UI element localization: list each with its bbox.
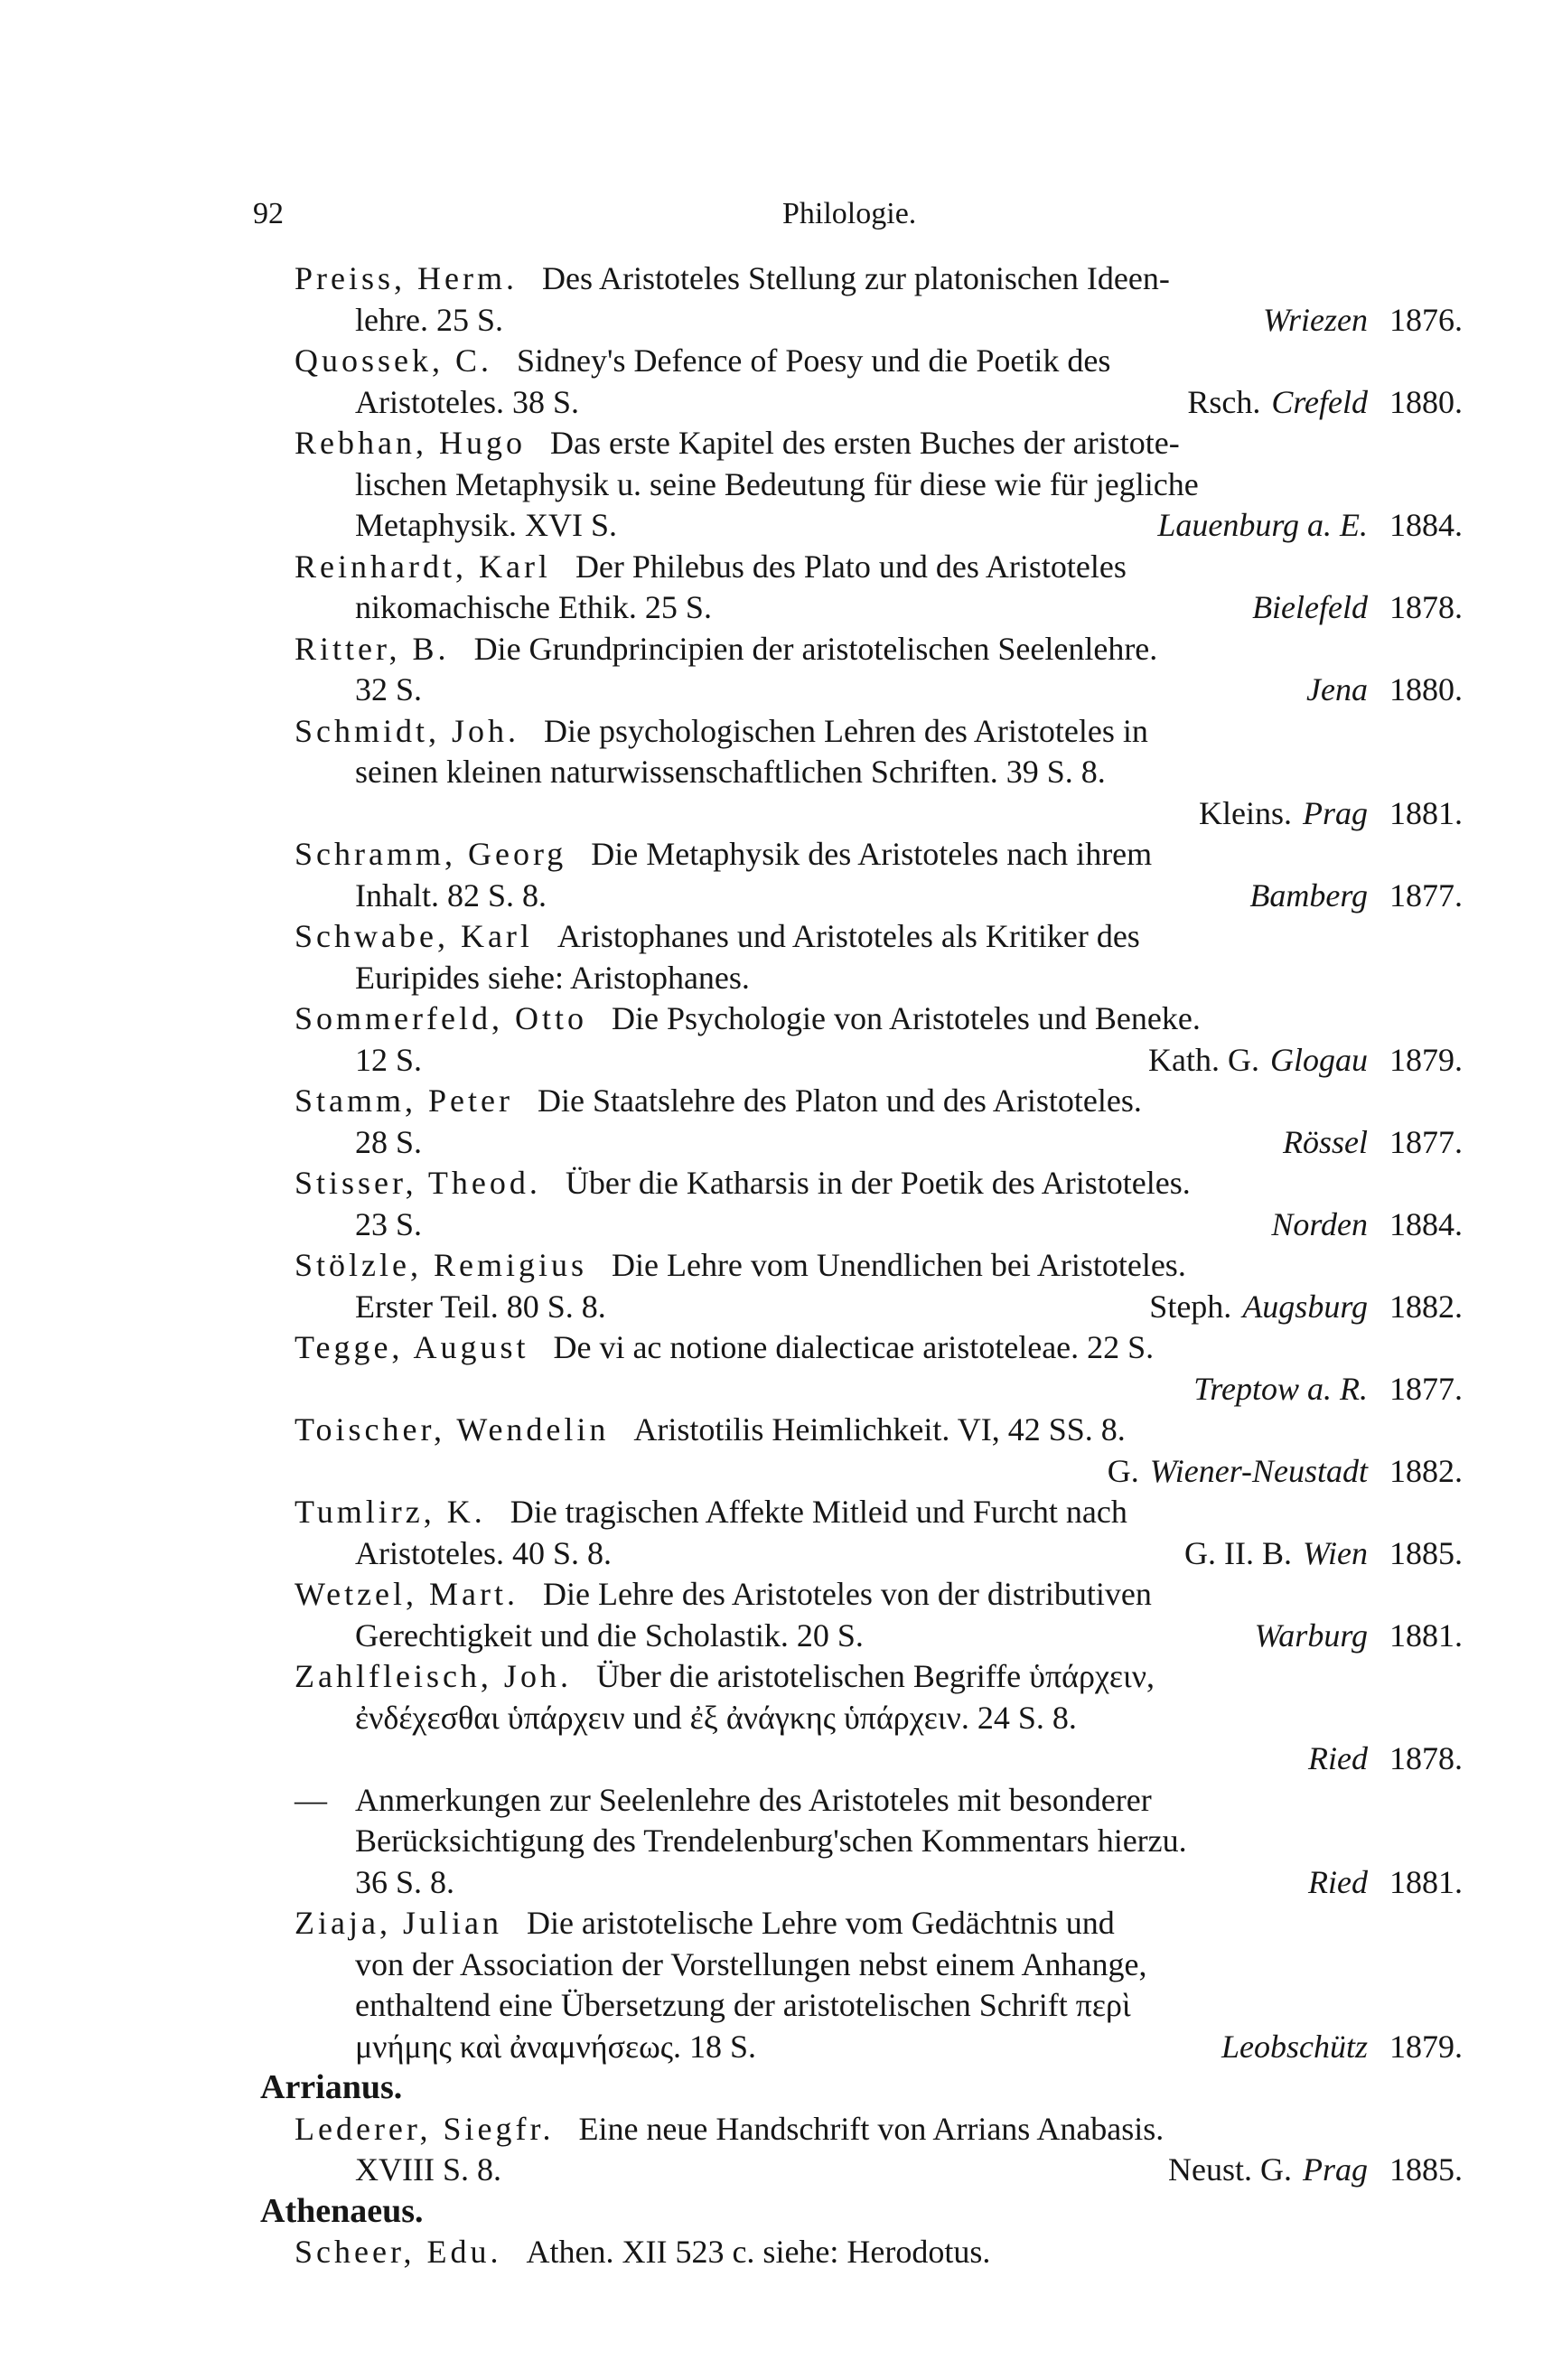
entry-year: 1884. — [1389, 1205, 1463, 1242]
entry-title: Euripides siehe: Aristophanes. — [355, 959, 750, 996]
entry-continuation-line — [355, 1820, 1187, 1861]
entry-place: Wien — [1303, 1534, 1368, 1571]
entry-continuation-line — [355, 1532, 612, 1574]
entry-first-line — [295, 340, 1110, 381]
entry-publisher: Kath. G. — [1148, 1041, 1259, 1078]
entry-place: Wiener-Neustadt — [1149, 1452, 1368, 1489]
entry-place: Bamberg — [1249, 876, 1368, 914]
entry-title: Das erste Kapitel des ersten Buches der aristote- — [549, 425, 1180, 461]
entry-author: — — [295, 1781, 331, 1818]
entry-title: De vi ac notione dialecticae aristoteleae. 22 S. — [553, 1329, 1155, 1365]
entry-year: 1876. — [1389, 301, 1463, 338]
entry-place: Prag — [1303, 794, 1368, 831]
entry-author: Ziaja, Julian — [295, 1905, 502, 1941]
entry-author: Lederer, Siegfr. — [295, 2110, 555, 2147]
entry-title: Über die Katharsis in der Poetik des Aristoteles. — [565, 1165, 1191, 1201]
entry-title: Aristotilis Heimlichkeit. VI, 42 SS. 8. — [633, 1411, 1126, 1448]
entry-title: Aristoteles. 40 S. 8. — [355, 1534, 612, 1571]
entry-first-line — [295, 2108, 1164, 2150]
entry-imprint — [1308, 1861, 1463, 1903]
entry-first-line — [295, 710, 1148, 752]
entry-title: Die aristotelische Lehre vom Gedächtnis und — [526, 1905, 1115, 1941]
entry-year: 1877. — [1389, 1123, 1463, 1160]
entry-title: Die Psychologie von Aristoteles und Beneke. — [611, 1000, 1201, 1036]
entry-place: Augsburg — [1242, 1288, 1368, 1325]
entry-imprint — [1252, 586, 1463, 628]
entry-continuation-line — [355, 1204, 422, 1245]
entry-author: Ritter, B. — [295, 630, 450, 667]
entry-author: Schmidt, Joh. — [295, 712, 520, 749]
entry-place: Warburg — [1254, 1616, 1368, 1654]
entry-year: 1878. — [1389, 1740, 1463, 1776]
entry-title: 12 S. — [355, 1041, 423, 1078]
entry-imprint — [1221, 2026, 1463, 2067]
entry-continuation-line — [355, 1861, 454, 1903]
entry-title: Die psychologischen Lehren des Aristoteles in — [544, 712, 1148, 749]
entry-imprint — [1148, 1039, 1463, 1081]
entry-year: 1880. — [1389, 383, 1463, 420]
entry-author: Stisser, Theod. — [295, 1165, 541, 1201]
entry-place: Crefeld — [1271, 383, 1368, 420]
entry-title: Berücksichtigung des Trendelenburg'schen Kommentars hierzu. — [355, 1822, 1187, 1859]
entry-continuation-line — [355, 751, 1106, 792]
entry-place: Jena — [1306, 671, 1368, 707]
entry-title: von der Association der Vorstellungen nebst einem Anhange, — [355, 1945, 1147, 1982]
entry-author: Schramm, Georg — [295, 836, 567, 872]
entry-publisher: Rsch. — [1187, 383, 1261, 420]
entry-year: 1879. — [1389, 2028, 1463, 2065]
entry-continuation-line — [355, 1286, 606, 1327]
entry-first-line — [295, 1326, 1154, 1368]
entry-author: Preiss, Herm. — [295, 260, 518, 296]
entry-year: 1881. — [1389, 1863, 1463, 1900]
entry-publisher: Steph. — [1149, 1288, 1232, 1325]
entry-continuation-line — [355, 2149, 501, 2190]
entry-place: Rössel — [1283, 1123, 1368, 1160]
entry-author: Quossek, C. — [295, 342, 493, 379]
entry-year: 1881. — [1389, 1616, 1463, 1654]
entry-title: 36 S. 8. — [355, 1863, 455, 1900]
entry-title: 28 S. — [355, 1123, 423, 1160]
entry-continuation-line — [355, 504, 617, 546]
entry-first-line — [295, 1162, 1191, 1204]
entry-place: Treptow a. R. — [1193, 1370, 1368, 1407]
entry-title: Über die aristotelischen Begriffe ὑπάρχειν, — [595, 1658, 1155, 1694]
entry-first-line — [295, 915, 1140, 957]
entry-title: 23 S. — [355, 1205, 423, 1242]
entry-place: Lauenburg a. E. — [1157, 507, 1368, 543]
entry-title: enthaltend eine Übersetzung der aristotelischen Schrift περὶ — [355, 1987, 1131, 2023]
entry-title: XVIII S. 8. — [355, 2151, 501, 2188]
entry-author: Toischer, Wendelin — [295, 1411, 610, 1448]
entry-author: Sommerfeld, Otto — [295, 1000, 587, 1036]
entry-first-line — [295, 998, 1201, 1039]
running-title: Philologie. — [782, 197, 917, 230]
entry-title: Des Aristoteles Stellung zur platonischen Ideen- — [541, 260, 1170, 296]
entry-imprint — [1271, 1204, 1463, 1245]
entry-title: lehre. 25 S. — [355, 301, 503, 338]
entry-title: 32 S. — [355, 671, 423, 707]
entry-year: 1877. — [1389, 1370, 1463, 1407]
entry-continuation-line — [355, 381, 579, 423]
page-number: 92 — [253, 197, 284, 230]
entry-imprint — [1199, 792, 1463, 834]
entry-imprint — [1283, 1121, 1463, 1163]
entry-continuation-line — [355, 1615, 864, 1656]
entry-publisher: G. — [1107, 1452, 1139, 1489]
entry-imprint — [1149, 1286, 1463, 1327]
entry-first-line — [295, 258, 1170, 299]
entry-publisher: G. II. B. — [1184, 1534, 1293, 1571]
entry-year: 1879. — [1389, 1041, 1463, 1078]
entry-title: nikomachische Ethik. 25 S. — [355, 589, 712, 625]
entry-author: Wetzel, Mart. — [295, 1576, 519, 1612]
entry-title: Gerechtigkeit und die Scholastik. 20 S. — [355, 1616, 864, 1654]
entry-place: Glogau — [1270, 1041, 1368, 1078]
entry-continuation-line — [355, 875, 547, 916]
entry-year: 1878. — [1389, 589, 1463, 625]
entry-first-line — [295, 1409, 1126, 1450]
entry-title: lischen Metaphysik u. seine Bedeutung für diese wie für jegliche — [355, 465, 1199, 502]
entry-title: Der Philebus des Plato und des Aristoteles — [575, 548, 1127, 585]
entry-year: 1882. — [1389, 1288, 1463, 1325]
entry-imprint — [1187, 381, 1463, 423]
entry-title: Anmerkungen zur Seelenlehre des Aristoteles mit besonderer — [355, 1781, 1152, 1818]
entry-title: Athen. XII 523 c. siehe: Herodotus. — [526, 2234, 991, 2270]
entry-first-line — [295, 1491, 1127, 1532]
entry-title: Aristoteles. 38 S. — [355, 383, 579, 420]
entry-first-line — [295, 833, 1152, 875]
entry-place: Prag — [1303, 2151, 1368, 2188]
entry-continuation-line — [355, 669, 422, 710]
entry-continuation-line — [355, 299, 503, 341]
entry-title: ἐνδέχεσθαι ὑπάρχειν und ἐξ ἀνάγκης ὑπάρχειν. 24 S. 8. — [355, 1699, 1077, 1736]
entry-author: Zahlfleisch, Joh. — [295, 1658, 572, 1694]
entry-continuation-line — [355, 957, 750, 998]
entry-imprint — [1193, 1368, 1463, 1410]
entry-title: Die Metaphysik des Aristoteles nach ihrem — [591, 836, 1153, 872]
entry-author: Schwabe, Karl — [295, 918, 533, 954]
entry-author: Tumlirz, K. — [295, 1494, 486, 1530]
entry-first-line — [295, 1902, 1115, 1944]
entry-continuation-line — [355, 586, 712, 628]
entry-author: Rebhan, Hugo — [295, 425, 526, 461]
entry-place: Ried — [1308, 1740, 1368, 1776]
entry-title: Die Grundprincipien der aristotelischen Seelenlehre. — [473, 630, 1158, 667]
entry-imprint — [1306, 669, 1463, 710]
entry-first-line — [295, 1080, 1142, 1121]
entry-imprint — [1308, 1738, 1463, 1779]
entry-year: 1885. — [1389, 1534, 1463, 1571]
entry-imprint — [1263, 299, 1463, 341]
entry-first-line — [295, 2231, 990, 2272]
entry-continuation-line — [355, 2026, 756, 2067]
entry-year: 1880. — [1389, 671, 1463, 707]
entry-title: μνήμης καὶ ἀναμνήσεως. 18 S. — [355, 2028, 757, 2065]
entry-title: Aristophanes und Aristoteles als Kritiker des — [557, 918, 1140, 954]
entry-imprint — [1168, 2149, 1463, 2190]
entry-imprint — [1108, 1450, 1463, 1492]
entry-publisher: Neust. G. — [1168, 2151, 1292, 2188]
entry-title: Die Staatslehre des Platon und des Aristoteles. — [537, 1082, 1142, 1119]
entry-place: Leobschütz — [1221, 2028, 1368, 2065]
entry-place: Ried — [1308, 1863, 1368, 1900]
entry-place: Norden — [1271, 1205, 1368, 1242]
entry-title: Sidney's Defence of Poesy und die Poetik des — [517, 342, 1111, 379]
entry-first-line — [295, 1779, 1152, 1821]
entry-author: Reinhardt, Karl — [295, 548, 551, 585]
entry-first-line — [295, 1655, 1155, 1697]
entry-title: Inhalt. 82 S. 8. — [355, 876, 547, 914]
entry-title: Die tragischen Affekte Mitleid und Furcht nach — [510, 1494, 1127, 1530]
entry-title: Die Lehre des Aristoteles von der distributiven — [543, 1576, 1152, 1612]
entry-author: Stamm, Peter — [295, 1082, 513, 1119]
entry-year: 1882. — [1389, 1452, 1463, 1489]
entry-first-line — [295, 1573, 1152, 1615]
entry-author: Scheer, Edu. — [295, 2234, 502, 2270]
entry-imprint — [1255, 1615, 1463, 1656]
entry-imprint — [1184, 1532, 1463, 1574]
entry-continuation-line — [355, 1697, 1077, 1738]
entry-author: Tegge, August — [295, 1329, 529, 1365]
entry-title: Erster Teil. 80 S. 8. — [355, 1288, 606, 1325]
entry-place: Bielefeld — [1252, 589, 1368, 625]
entry-title: Die Lehre vom Unendlichen bei Aristoteles. — [612, 1247, 1186, 1283]
entry-continuation-line — [355, 1944, 1147, 1985]
entry-continuation-line — [355, 1121, 422, 1163]
entry-place: Wriezen — [1263, 301, 1368, 338]
entry-first-line — [295, 628, 1157, 670]
entry-author: Stölzle, Remigius — [295, 1247, 587, 1283]
entry-title: Eine neue Handschrift von Arrians Anabasis. — [578, 2110, 1164, 2147]
entry-title: Metaphysik. XVI S. — [355, 507, 617, 543]
entry-first-line — [295, 422, 1180, 464]
entry-continuation-line — [355, 464, 1199, 505]
entry-publisher: Kleins. — [1199, 794, 1292, 831]
section-heading: Arrianus. — [260, 2068, 403, 2106]
section-heading: Athenaeus. — [260, 2191, 424, 2230]
entry-year: 1884. — [1389, 507, 1463, 543]
entry-year: 1881. — [1389, 794, 1463, 831]
entry-year: 1877. — [1389, 876, 1463, 914]
entry-imprint — [1157, 504, 1463, 546]
entry-first-line — [295, 1244, 1186, 1286]
entry-imprint — [1249, 875, 1463, 916]
entry-continuation-line — [355, 1039, 422, 1081]
entry-first-line — [295, 546, 1127, 587]
entry-year: 1885. — [1389, 2151, 1463, 2188]
entry-continuation-line — [355, 1984, 1131, 2026]
entry-title: seinen kleinen naturwissenschaftlichen Schriften. 39 S. 8. — [355, 754, 1106, 790]
